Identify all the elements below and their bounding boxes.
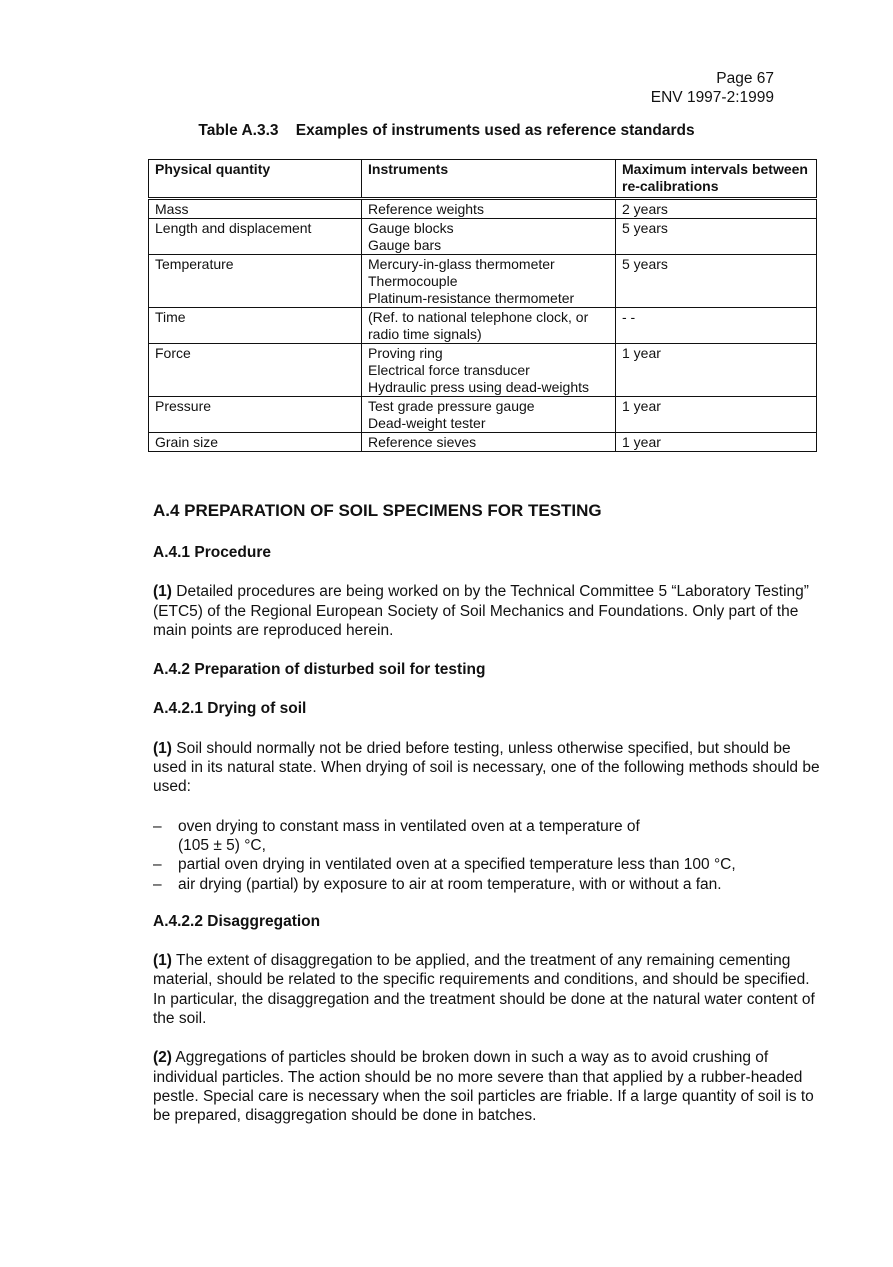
table-title: Examples of instruments used as reference standards bbox=[295, 122, 695, 139]
table-row bbox=[149, 397, 817, 433]
document-body bbox=[153, 500, 823, 1146]
instrument: Hydraulic press using dead-weights bbox=[368, 379, 589, 395]
drying-heading: A.4.2.1 Drying of soil bbox=[153, 700, 307, 718]
cell-interval: 1 year bbox=[616, 433, 817, 452]
clause-number: (2) bbox=[153, 1049, 172, 1067]
disturbed-soil-heading: A.4.2 Preparation of disturbed soil for testing bbox=[153, 661, 486, 679]
table-row bbox=[149, 199, 817, 219]
table-row bbox=[149, 344, 817, 397]
table-header-row bbox=[149, 160, 817, 199]
list-item-continuation: (105 ± 5) °C, bbox=[178, 836, 266, 854]
header-physical-quantity: Physical quantity bbox=[149, 160, 362, 199]
instrument: Gauge bars bbox=[368, 237, 442, 253]
list-item-text: oven drying to constant mass in ventilated oven at a temperature of bbox=[178, 817, 640, 835]
table-row bbox=[149, 308, 817, 344]
instrument: Mercury-in-glass thermometer bbox=[368, 256, 555, 272]
cell-instruments bbox=[362, 219, 616, 255]
cell-interval: 5 years bbox=[616, 255, 817, 308]
paragraph-text: The extent of disaggregation to be applied, and the treatment of any remaining cementing material, should be related to the specific requirements and conditions, and should be specified. In particular, the disaggregation and the treatment should be done at the natural water content of the soil. bbox=[153, 952, 815, 1028]
cell-quantity: Time bbox=[149, 308, 362, 344]
page-number: Page 67 bbox=[716, 70, 774, 87]
clause-number: (1) bbox=[153, 739, 172, 757]
section-title: A.4 PREPARATION OF SOIL SPECIMENS FOR TESTING bbox=[153, 501, 602, 520]
dash-bullet: – bbox=[153, 817, 162, 835]
table-caption bbox=[0, 122, 893, 140]
cell-quantity: Grain size bbox=[149, 433, 362, 452]
clause-number: (1) bbox=[153, 583, 172, 601]
table-row bbox=[149, 219, 817, 255]
header-max-intervals: Maximum intervals between re-calibrations bbox=[616, 160, 817, 199]
procedure-heading: A.4.1 Procedure bbox=[153, 544, 272, 561]
instrument: Reference sieves bbox=[368, 434, 477, 450]
table-row bbox=[149, 433, 817, 452]
table-number: Table A.3.3 bbox=[198, 122, 279, 139]
cell-quantity: Force bbox=[149, 344, 362, 397]
cell-interval: 1 year bbox=[616, 397, 817, 433]
list-item bbox=[153, 875, 823, 894]
procedure-paragraph bbox=[153, 582, 823, 640]
instrument: Thermocouple bbox=[368, 273, 458, 289]
cell-quantity: Mass bbox=[149, 199, 362, 219]
cell-quantity: Length and displacement bbox=[149, 219, 362, 255]
cell-instruments bbox=[362, 199, 616, 219]
header-instruments: Instruments bbox=[362, 160, 616, 199]
cell-instruments bbox=[362, 308, 616, 344]
list-item-text: partial oven drying in ventilated oven at a specified temperature less than 100 °C, bbox=[178, 856, 736, 874]
list-item bbox=[153, 855, 823, 874]
dash-bullet: – bbox=[153, 875, 162, 893]
instrument: (Ref. to national telephone clock, or bbox=[368, 309, 589, 325]
cell-interval: - - bbox=[616, 308, 817, 344]
list-item bbox=[153, 817, 823, 856]
cell-instruments bbox=[362, 397, 616, 433]
standard-id: ENV 1997-2:1999 bbox=[650, 89, 774, 106]
clause-number: (1) bbox=[153, 952, 172, 970]
instrument: Test grade pressure gauge bbox=[368, 398, 535, 414]
instrument: radio time signals) bbox=[368, 326, 482, 342]
cell-interval: 5 years bbox=[616, 219, 817, 255]
drying-methods-list bbox=[153, 817, 823, 894]
paragraph-text: Detailed procedures are being worked on by the Technical Committee 5 “Laboratory Testing” (ETC5) of the Regional European Society of Soil Mechanics and Foundations. Only part of the main points are reproduced herein. bbox=[153, 583, 809, 639]
cell-quantity: Pressure bbox=[149, 397, 362, 433]
cell-instruments bbox=[362, 433, 616, 452]
instrument: Dead-weight tester bbox=[368, 415, 486, 431]
reference-standards-table bbox=[148, 159, 817, 452]
paragraph-text: Aggregations of particles should be broken down in such a way as to avoid crushing of individual particles. The action should be no more severe than that applied by a rubber-headed pestle. Special care is necessary when the soil particles are friable. If a large quantity of soil is to be prepared, disaggregation should be done in batches. bbox=[153, 1049, 814, 1125]
table-row bbox=[149, 255, 817, 308]
cell-instruments bbox=[362, 255, 616, 308]
list-item-text: air drying (partial) by exposure to air at room temperature, with or without a fan. bbox=[178, 875, 722, 893]
cell-interval: 1 year bbox=[616, 344, 817, 397]
instrument: Reference weights bbox=[368, 201, 484, 217]
disaggregation-paragraph-2 bbox=[153, 1048, 823, 1125]
instrument: Electrical force transducer bbox=[368, 362, 530, 378]
paragraph-text: Soil should normally not be dried before testing, unless otherwise specified, but should be used in its natural state. When drying of soil is necessary, one of the following methods should be used: bbox=[153, 739, 820, 796]
cell-interval: 2 years bbox=[616, 199, 817, 219]
page-header bbox=[651, 69, 774, 107]
instrument: Platinum-resistance thermometer bbox=[368, 290, 575, 306]
disaggregation-paragraph-1 bbox=[153, 951, 823, 1028]
instrument: Gauge blocks bbox=[368, 220, 454, 236]
dash-bullet: – bbox=[153, 856, 162, 874]
drying-paragraph bbox=[153, 739, 823, 797]
cell-quantity: Temperature bbox=[149, 255, 362, 308]
disaggregation-heading: A.4.2.2 Disaggregation bbox=[153, 912, 321, 930]
instrument: Proving ring bbox=[368, 345, 443, 361]
cell-instruments bbox=[362, 344, 616, 397]
